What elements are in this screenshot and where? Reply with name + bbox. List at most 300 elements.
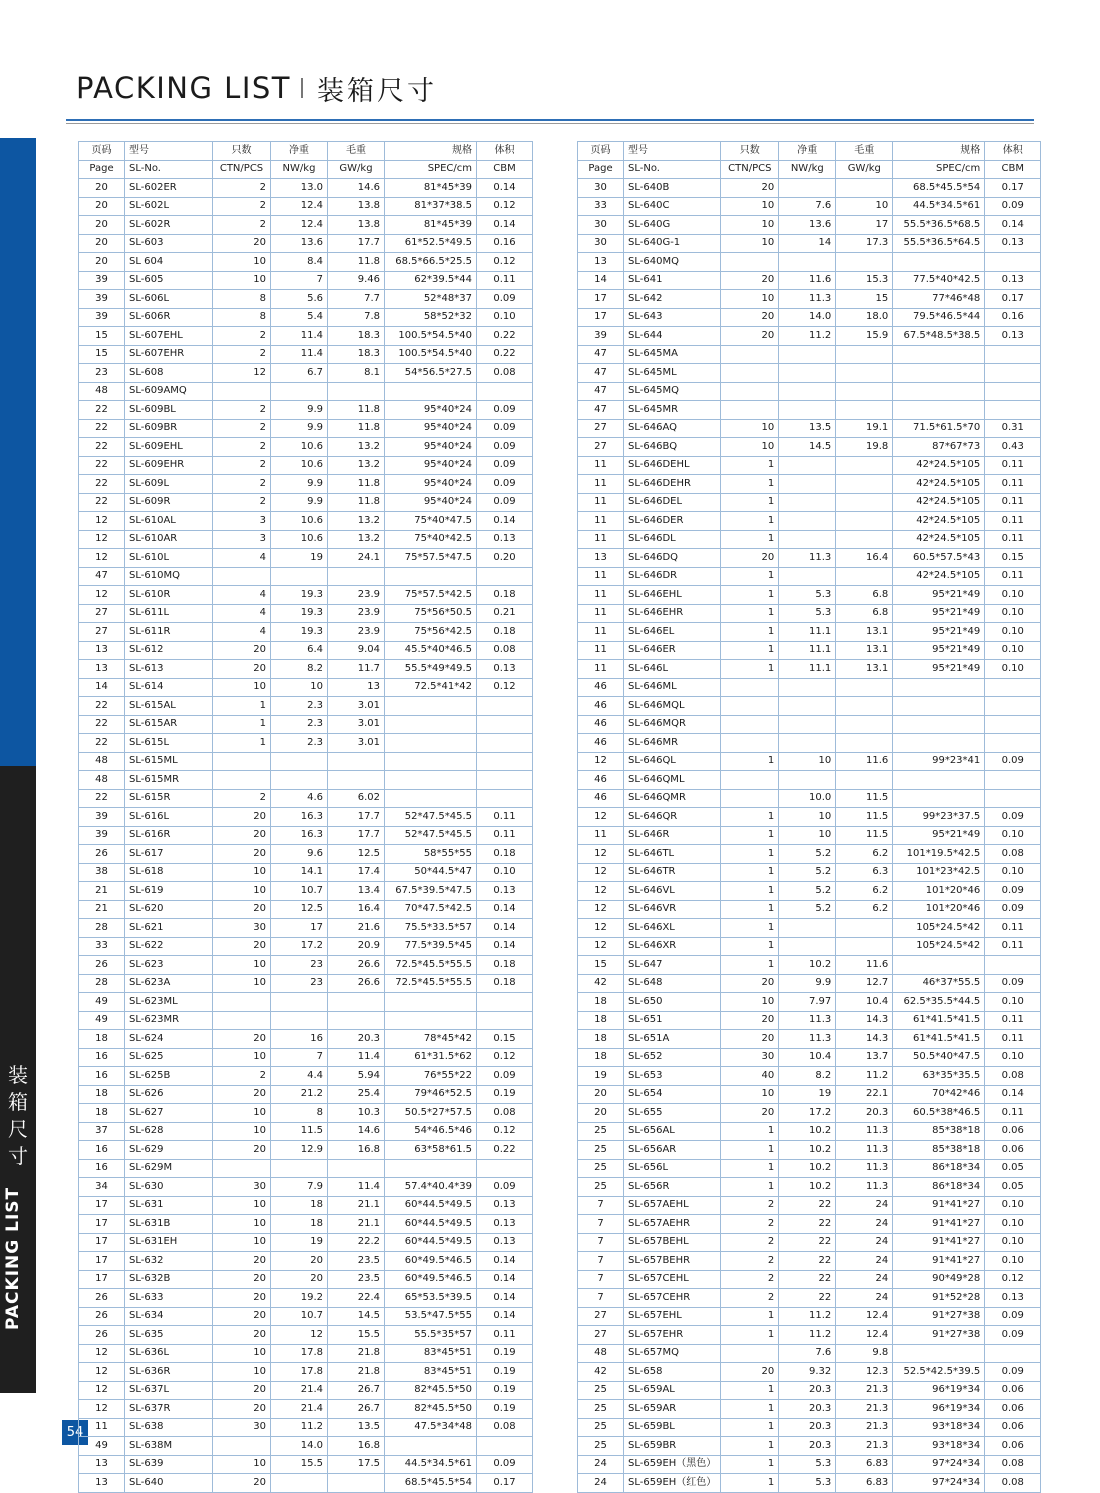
table-cell: 21.3 — [836, 1437, 893, 1456]
table-cell: 17 — [79, 1233, 125, 1252]
table-cell: 27 — [578, 419, 624, 438]
table-cell: 61*52.5*49.5 — [385, 234, 477, 253]
table-cell — [836, 678, 893, 697]
table-cell: 0.13 — [985, 327, 1041, 346]
table-row — [79, 1048, 533, 1067]
table-row — [79, 678, 533, 697]
table-cell: 11 — [578, 475, 624, 494]
table-cell: 9.9 — [271, 493, 328, 512]
table-cell: 1 — [721, 660, 779, 679]
table-cell: 2 — [213, 789, 271, 808]
table-cell: 12.4 — [271, 197, 328, 216]
table-cell: SL-625 — [125, 1048, 213, 1067]
table-cell: 13.1 — [836, 641, 893, 660]
table-cell: 4 — [213, 549, 271, 568]
table-cell: 13.4 — [328, 882, 385, 901]
table-cell: 12.4 — [836, 1326, 893, 1345]
table-cell: SL-637L — [125, 1381, 213, 1400]
table-row — [79, 401, 533, 420]
table-cell: 1 — [721, 1122, 779, 1141]
table-cell — [213, 567, 271, 586]
table-cell — [328, 1474, 385, 1493]
table-cell — [893, 771, 985, 790]
table-cell: 14.3 — [836, 1011, 893, 1030]
table-cell: 12 — [271, 1326, 328, 1345]
table-cell: 23.9 — [328, 623, 385, 642]
table-cell: 11.2 — [779, 327, 836, 346]
table-cell: 0.11 — [985, 1104, 1041, 1123]
table-cell — [779, 919, 836, 938]
table-row — [578, 1307, 1041, 1326]
table-cell: 0.13 — [985, 271, 1041, 290]
table-cell: 0.06 — [985, 1418, 1041, 1437]
table-cell: 0.06 — [985, 1437, 1041, 1456]
table-cell: 91*27*38 — [893, 1326, 985, 1345]
table-cell — [779, 253, 836, 272]
table-cell: 22.4 — [328, 1289, 385, 1308]
table-cell: 10 — [213, 1196, 271, 1215]
table-cell: SL-646DR — [624, 567, 721, 586]
table-row — [578, 623, 1041, 642]
table-cell: 11.1 — [779, 623, 836, 642]
table-cell: SL-641 — [624, 271, 721, 290]
table-cell — [779, 512, 836, 531]
table-cell: 75*56*42.5 — [385, 623, 477, 642]
table-row — [578, 253, 1041, 272]
table-cell: 12 — [79, 549, 125, 568]
table-cell — [721, 345, 779, 364]
table-cell — [721, 253, 779, 272]
table-cell: 18 — [271, 1196, 328, 1215]
table-cell: 2 — [721, 1215, 779, 1234]
table-row — [79, 641, 533, 660]
sidebar-char: 寸 — [8, 1144, 28, 1168]
table-cell: 8.2 — [271, 660, 328, 679]
table-cell: 6.2 — [836, 882, 893, 901]
table-cell: 30 — [578, 216, 624, 235]
table-cell — [985, 1344, 1041, 1363]
table-row — [79, 808, 533, 827]
table-cell: 2.3 — [271, 715, 328, 734]
table-row — [79, 604, 533, 623]
table-row — [578, 752, 1041, 771]
table-cell: 26 — [79, 1326, 125, 1345]
sidebar-blue-band — [0, 138, 36, 766]
table-cell: 0.11 — [985, 919, 1041, 938]
table-cell: 10 — [779, 826, 836, 845]
table-row — [578, 1437, 1041, 1456]
table-row — [578, 216, 1041, 235]
table-cell: 10.6 — [271, 530, 328, 549]
table-cell — [385, 752, 477, 771]
table-cell: 82*45.5*50 — [385, 1400, 477, 1419]
table-cell: 13 — [79, 660, 125, 679]
table-row — [578, 290, 1041, 309]
table-cell — [385, 715, 477, 734]
table-cell: 8.1 — [328, 364, 385, 383]
table-cell: 17.3 — [836, 234, 893, 253]
table-cell — [213, 1437, 271, 1456]
table-cell — [477, 567, 533, 586]
table-cell — [385, 382, 477, 401]
table-cell: 净重 — [271, 142, 328, 161]
table-cell — [328, 752, 385, 771]
table-cell: 10 — [213, 1344, 271, 1363]
table-cell: 42*24.5*105 — [893, 530, 985, 549]
table-row — [578, 660, 1041, 679]
table-cell: SL-657EHR — [624, 1326, 721, 1345]
table-cell: 18 — [79, 1104, 125, 1123]
table-cell: SL-610R — [125, 586, 213, 605]
table-cell: 10 — [836, 197, 893, 216]
table-cell: 81*45*39 — [385, 216, 477, 235]
table-cell: SL-640G-1 — [624, 234, 721, 253]
table-row — [578, 382, 1041, 401]
table-row — [79, 715, 533, 734]
table-cell: 1 — [721, 456, 779, 475]
table-cell: 15 — [836, 290, 893, 309]
table-cell: 6.8 — [836, 604, 893, 623]
table-cell: 24 — [836, 1215, 893, 1234]
table-cell: SL-602R — [125, 216, 213, 235]
table-row — [79, 826, 533, 845]
table-cell: 17.7 — [328, 808, 385, 827]
table-cell: 0.22 — [477, 1141, 533, 1160]
table-cell — [779, 771, 836, 790]
table-cell: 净重 — [779, 142, 836, 161]
table-cell: 0.11 — [985, 456, 1041, 475]
table-cell: 0.08 — [985, 1455, 1041, 1474]
table-row — [79, 956, 533, 975]
table-cell: 0.16 — [985, 308, 1041, 327]
table-cell: 0.12 — [985, 1270, 1041, 1289]
table-cell — [271, 752, 328, 771]
table-cell — [985, 382, 1041, 401]
table-cell: SL-602ER — [125, 179, 213, 198]
table-cell: 0.31 — [985, 419, 1041, 438]
table-cell: SL-655 — [624, 1104, 721, 1123]
table-cell: 7 — [578, 1270, 624, 1289]
table-cell: 62*39.5*44 — [385, 271, 477, 290]
table-cell: SL-608 — [125, 364, 213, 383]
sidebar-char: 箱 — [8, 1090, 28, 1114]
table-row — [79, 438, 533, 457]
table-cell: 0.15 — [985, 549, 1041, 568]
table-cell — [385, 789, 477, 808]
table-cell: 13.2 — [328, 530, 385, 549]
table-cell: 只数 — [721, 142, 779, 161]
table-cell: 9.46 — [328, 271, 385, 290]
table-cell: 7.97 — [779, 993, 836, 1012]
table-cell: 5.94 — [328, 1067, 385, 1086]
table-cell: 39 — [79, 308, 125, 327]
table-cell: 14.1 — [271, 863, 328, 882]
table-cell: 12 — [578, 752, 624, 771]
table-cell: SL-606R — [125, 308, 213, 327]
table-cell: 7.9 — [271, 1178, 328, 1197]
table-cell — [213, 752, 271, 771]
table-cell: 10 — [213, 1104, 271, 1123]
table-cell: CTN/PCS — [213, 160, 271, 179]
table-cell: 46 — [578, 771, 624, 790]
table-cell: 85*38*18 — [893, 1141, 985, 1160]
table-cell: 61*41.5*41.5 — [893, 1030, 985, 1049]
table-row — [578, 641, 1041, 660]
table-row — [79, 1474, 533, 1493]
table-row — [79, 493, 533, 512]
table-cell: 9.32 — [779, 1363, 836, 1382]
table-cell — [779, 345, 836, 364]
table-row — [79, 197, 533, 216]
table-cell: 75*56*50.5 — [385, 604, 477, 623]
table-cell: SPEC/cm — [893, 160, 985, 179]
table-cell: 11 — [79, 1418, 125, 1437]
table-cell: SL-629M — [125, 1159, 213, 1178]
table-cell: 95*40*24 — [385, 419, 477, 438]
table-cell: 6.2 — [836, 845, 893, 864]
table-cell — [213, 1011, 271, 1030]
table-cell: 0.12 — [477, 1122, 533, 1141]
table-cell: 18.3 — [328, 345, 385, 364]
table-cell: 75*40*47.5 — [385, 512, 477, 531]
table-cell: SL-645MR — [624, 401, 721, 420]
table-cell: 25 — [578, 1122, 624, 1141]
table-cell: SL-646DL — [624, 530, 721, 549]
table-cell: 42 — [578, 974, 624, 993]
table-row — [578, 678, 1041, 697]
table-cell: 20 — [213, 1326, 271, 1345]
table-cell: 52*48*37 — [385, 290, 477, 309]
table-cell — [893, 401, 985, 420]
table-cell: SL-639 — [125, 1455, 213, 1474]
table-cell: 101*20*46 — [893, 882, 985, 901]
table-cell: 10.6 — [271, 456, 328, 475]
table-cell: 39 — [578, 327, 624, 346]
table-cell — [836, 345, 893, 364]
table-cell: 0.06 — [985, 1400, 1041, 1419]
table-row — [79, 179, 533, 198]
table-cell: 2 — [213, 179, 271, 198]
table-cell: 17.8 — [271, 1344, 328, 1363]
table-cell: 23 — [79, 364, 125, 383]
table-cell: 1 — [721, 826, 779, 845]
table-cell: SL-646BQ — [624, 438, 721, 457]
table-row — [578, 567, 1041, 586]
table-row — [79, 456, 533, 475]
table-cell: SL-606L — [125, 290, 213, 309]
table-cell: 0.08 — [477, 1418, 533, 1437]
table-cell: 只数 — [213, 142, 271, 161]
table-row — [79, 863, 533, 882]
table-cell: 5.4 — [271, 308, 328, 327]
table-cell: 20 — [721, 1104, 779, 1123]
table-cell: 体积 — [985, 142, 1041, 161]
table-cell: 10 — [213, 678, 271, 697]
table-cell: SL-610MQ — [125, 567, 213, 586]
table-cell — [836, 567, 893, 586]
table-cell: 0.06 — [985, 1381, 1041, 1400]
table-row — [578, 1252, 1041, 1271]
table-cell: 20 — [213, 641, 271, 660]
table-cell: 20 — [213, 808, 271, 827]
table-cell: 17 — [79, 1252, 125, 1271]
table-cell: 60.5*57.5*43 — [893, 549, 985, 568]
table-cell: SL-622 — [125, 937, 213, 956]
table-cell: 26.6 — [328, 956, 385, 975]
table-cell: 22 — [79, 789, 125, 808]
table-cell: 77*46*48 — [893, 290, 985, 309]
table-cell: 0.10 — [985, 660, 1041, 679]
table-cell: SL-656AL — [624, 1122, 721, 1141]
table-cell: 11 — [578, 623, 624, 642]
table-cell: 12 — [578, 863, 624, 882]
table-cell: 62.5*35.5*44.5 — [893, 993, 985, 1012]
table-cell: 12.5 — [271, 900, 328, 919]
table-cell: 22 — [79, 493, 125, 512]
table-cell: SL-638M — [125, 1437, 213, 1456]
table-cell: 95*40*24 — [385, 493, 477, 512]
table-cell — [721, 697, 779, 716]
table-cell: 22.1 — [836, 1085, 893, 1104]
table-cell: 12 — [578, 900, 624, 919]
table-cell: 27 — [578, 1326, 624, 1345]
table-cell: 1 — [721, 567, 779, 586]
table-cell: 体积 — [477, 142, 533, 161]
table-cell: 105*24.5*42 — [893, 919, 985, 938]
table-cell: SL-646R — [624, 826, 721, 845]
table-cell: 10 — [721, 1085, 779, 1104]
table-cell: SL-646VL — [624, 882, 721, 901]
table-cell: 0.14 — [477, 900, 533, 919]
table-row — [578, 1215, 1041, 1234]
table-cell: 0.05 — [985, 1159, 1041, 1178]
table-cell: 11 — [578, 530, 624, 549]
table-cell: 11.2 — [779, 1326, 836, 1345]
table-cell: 0.09 — [985, 1326, 1041, 1345]
table-cell: 10 — [721, 993, 779, 1012]
table-cell: 70*47.5*42.5 — [385, 900, 477, 919]
table-cell: 20 — [79, 216, 125, 235]
table-cell: 91*41*27 — [893, 1215, 985, 1234]
table-cell: 0.13 — [985, 234, 1041, 253]
table-cell: 1 — [721, 1159, 779, 1178]
title-separator — [301, 78, 303, 98]
table-cell — [893, 253, 985, 272]
table-cell: 93*18*34 — [893, 1418, 985, 1437]
table-cell — [985, 253, 1041, 272]
table-row — [79, 1363, 533, 1382]
table-cell: 10.7 — [271, 882, 328, 901]
table-cell: SL-646VR — [624, 900, 721, 919]
table-cell: 2 — [721, 1270, 779, 1289]
table-cell: 0.10 — [985, 863, 1041, 882]
table-cell: 2 — [213, 1067, 271, 1086]
table-cell — [385, 734, 477, 753]
table-cell — [271, 567, 328, 586]
table-cell: 2 — [213, 197, 271, 216]
table-cell: 0.08 — [985, 1067, 1041, 1086]
table-cell: SL-619 — [125, 882, 213, 901]
table-cell: SL-659EH（红色） — [624, 1474, 721, 1493]
table-cell: 67.5*48.5*38.5 — [893, 327, 985, 346]
table-cell — [477, 789, 533, 808]
table-cell: 95*21*49 — [893, 826, 985, 845]
table-cell: SL-636L — [125, 1344, 213, 1363]
table-cell: 0.08 — [985, 1474, 1041, 1493]
table-row — [578, 1418, 1041, 1437]
table-cell: 18 — [578, 1011, 624, 1030]
table-cell: SL-615MR — [125, 771, 213, 790]
table-cell: 11.4 — [271, 327, 328, 346]
table-cell: 42 — [578, 1363, 624, 1382]
table-cell: 22 — [79, 715, 125, 734]
table-cell: 60*49.5*46.5 — [385, 1252, 477, 1271]
table-cell: 5.6 — [271, 290, 328, 309]
table-cell — [985, 345, 1041, 364]
table-cell: SL-643 — [624, 308, 721, 327]
table-cell: 27 — [79, 604, 125, 623]
table-cell — [779, 382, 836, 401]
table-cell: 10 — [213, 1048, 271, 1067]
table-cell: 17 — [79, 1270, 125, 1289]
table-cell: SL-624 — [125, 1030, 213, 1049]
table-row — [79, 771, 533, 790]
table-row — [578, 937, 1041, 956]
table-cell: 97*24*34 — [893, 1455, 985, 1474]
table-row — [79, 1011, 533, 1030]
table-cell — [779, 678, 836, 697]
table-cell: 12 — [578, 919, 624, 938]
table-cell — [779, 715, 836, 734]
table-row — [79, 789, 533, 808]
table-row — [578, 826, 1041, 845]
table-cell: 24 — [836, 1252, 893, 1271]
table-cell: 91*52*28 — [893, 1289, 985, 1308]
table-cell: 5.3 — [779, 1474, 836, 1493]
table-cell: 18 — [578, 1030, 624, 1049]
table-cell: 11.8 — [328, 419, 385, 438]
table-cell: SL-610AR — [125, 530, 213, 549]
table-row — [578, 993, 1041, 1012]
table-row — [578, 308, 1041, 327]
table-cell: 6.7 — [271, 364, 328, 383]
table-cell: SL-640B — [624, 179, 721, 198]
table-row — [79, 1400, 533, 1419]
table-row — [79, 567, 533, 586]
table-cell: 1 — [721, 1437, 779, 1456]
table-cell: 7 — [271, 1048, 328, 1067]
table-row — [578, 1326, 1041, 1345]
table-cell: 93*18*34 — [893, 1437, 985, 1456]
table-cell: 91*27*38 — [893, 1307, 985, 1326]
table-cell: SL-615ML — [125, 752, 213, 771]
table-cell: SL-607EHR — [125, 345, 213, 364]
table-cell: 30 — [213, 1178, 271, 1197]
table-cell: 12.4 — [271, 216, 328, 235]
table-cell: 52.5*42.5*39.5 — [893, 1363, 985, 1382]
table-cell — [836, 734, 893, 753]
table-cell: 10 — [721, 216, 779, 235]
table-cell: 19.8 — [836, 438, 893, 457]
table-cell: 60*44.5*49.5 — [385, 1233, 477, 1252]
table-cell: 20 — [271, 1252, 328, 1271]
table-row — [578, 1233, 1041, 1252]
table-cell: 20 — [213, 1381, 271, 1400]
table-cell — [385, 697, 477, 716]
table-cell: 2 — [721, 1252, 779, 1271]
table-cell: 46 — [578, 697, 624, 716]
table-row — [578, 1289, 1041, 1308]
